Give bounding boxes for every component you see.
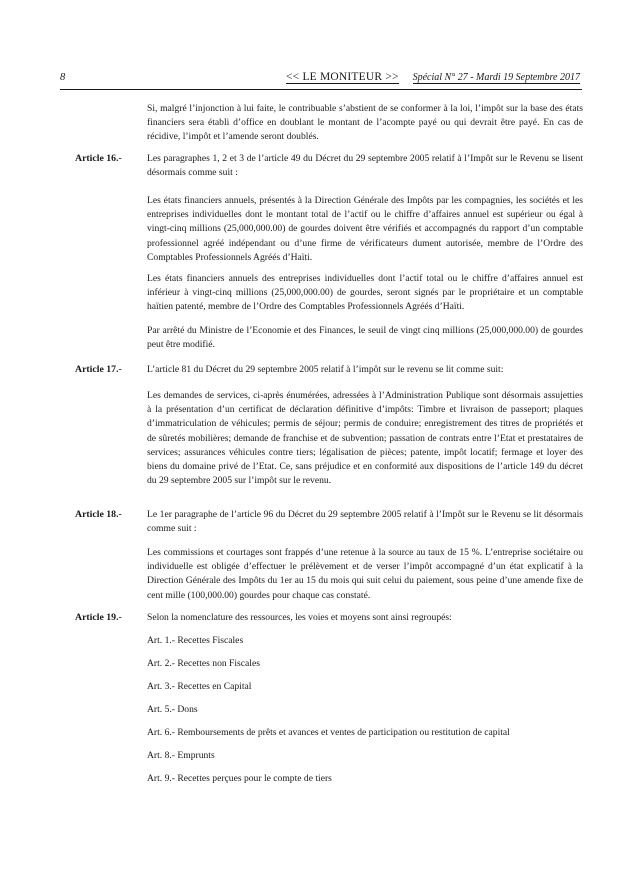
article-17-para-1: L’article 81 du Décret du 29 septembre 2005 relatif à l’impôt sur le revenu se lit comme suit:: [147, 364, 504, 375]
page-header: [60, 72, 580, 88]
article-18-label: Article 18.-: [75, 509, 122, 520]
list-item-dons: Art. 5.- Dons: [147, 704, 198, 715]
list-item-recettes-tiers: Art. 9.- Recettes perçues pour le compte de tiers: [147, 773, 332, 784]
list-item-recettes-non-fiscales: Art. 2.- Recettes non Fiscales: [147, 658, 260, 669]
article-19-para-1: Selon la nomenclature des ressources, les voies et moyens sont ainsi regroupés:: [147, 612, 452, 623]
list-item-recettes-fiscales: Art. 1.- Recettes Fiscales: [147, 635, 244, 646]
intro-paragraph: Si, malgré l’injonction à lui faite, le contribuable s’abstient de se conformer à la loi, l’impôt sur la base des états financiers sera établi d’office en doublant le montant de l’acompte payé ou qui devrait être payé. En cas de récidive, l’impôt et l’amende seront doublés.: [147, 103, 583, 143]
page-number: 8: [60, 72, 66, 83]
article-16-label: Article 16.-: [75, 153, 122, 164]
header-rule: [60, 89, 582, 90]
issue-info: Spécial N° 27 - Mardi 19 Septembre 2017: [412, 72, 580, 83]
publication-title: << LE MONITEUR >>: [286, 71, 399, 83]
article-16-para-3: Les états financiers annuels des entreprises individuelles dont l’actif total ou le chiffre d’affaires annuel est inférieur à vingt-cinq millions (25,000,000.00) de gourdes, seront signés par le propriétaire et un comptable haïtien patenté, membre de l’Ordre des Comptables Professionnels Agréés d’Haïti.: [147, 273, 583, 313]
list-item-remboursements: Art. 6.- Remboursements de prêts et avances et ventes de participation ou restitution de capital: [147, 727, 510, 738]
article-19-label: Article 19.-: [75, 612, 122, 623]
article-16-para-1: Les paragraphes 1, 2 et 3 de l’article 49 du Décret du 29 septembre 2005 relatif à l’Impôt sur le Revenu se lisent désormais comme suit :: [147, 153, 583, 179]
article-18-para-2: Les commissions et courtages sont frappés d’une retenue à la source au taux de 15 %. L’entreprise sociétaire ou individuelle est obligée d’effectuer le prélèvement et de verser l’impôt accompagné d’un état explicatif à la Direction Générale des Impôts du 1er au 15 du mois qui suit celui du paiement, sous peine d’une amende fixe de cent mille (100,000.00) gourdes pour chaque cas constaté.: [147, 547, 583, 601]
article-18-para-1: Le 1er paragraphe de l’article 96 du Décret du 29 septembre 2005 relatif à l’Impôt sur le Revenu se lit désormais comme suit :: [147, 509, 583, 535]
list-item-recettes-en-capital: Art. 3.- Recettes en Capital: [147, 681, 252, 692]
article-17-para-2: Les demandes de services, ci-après énumérées, adressées à l’Administration Publique sont désormais assujetties à la présentation d’un certificat de déclaration définitive d’impôts: Timbre et livraison de passeport; plaques d’immatriculation de véhicules; permis de séjour; permis de conduire; enregistrement des titres de propriétés et de sûretés mobilières; demande de franchise et de subvention; passation de contrats entre l’Etat et prestataires de services; assurances véhicules contre tiers; légalisation de pièces; patente, impôt locatif; fermage et loyer des biens du domaine privé de l’Etat. Ce, sans préjudice et en conformité aux dispositions de l’article 149 du décret du 29 septembre 2005 sur l’impôt sur le revenu.: [147, 390, 583, 487]
article-16-para-4: Par arrêté du Ministre de l’Economie et des Finances, le seuil de vingt cinq millions (25,000,000.00) de gourdes peut être modifié.: [147, 325, 583, 351]
article-16-para-2: Les états financiers annuels, présentés à la Direction Générale des Impôts par les compagnies, les sociétés et les entreprises individuelles dont le montant total de l’actif ou le chiffre d’affaires annuel est supérieur ou égal à vingt-cinq millions (25,000,000.00) de gourdes doivent être vérifiés et accompagnés du rapport d’un comptable professionnel agréé indépendant ou d’une firme de vérificateurs dument autorisée, membre de l’Ordre des Comptables Professionnels Agréés d’Haïti.: [147, 195, 583, 263]
list-item-emprunts: Art. 8.- Emprunts: [147, 750, 215, 761]
article-17-label: Article 17.-: [75, 364, 122, 375]
